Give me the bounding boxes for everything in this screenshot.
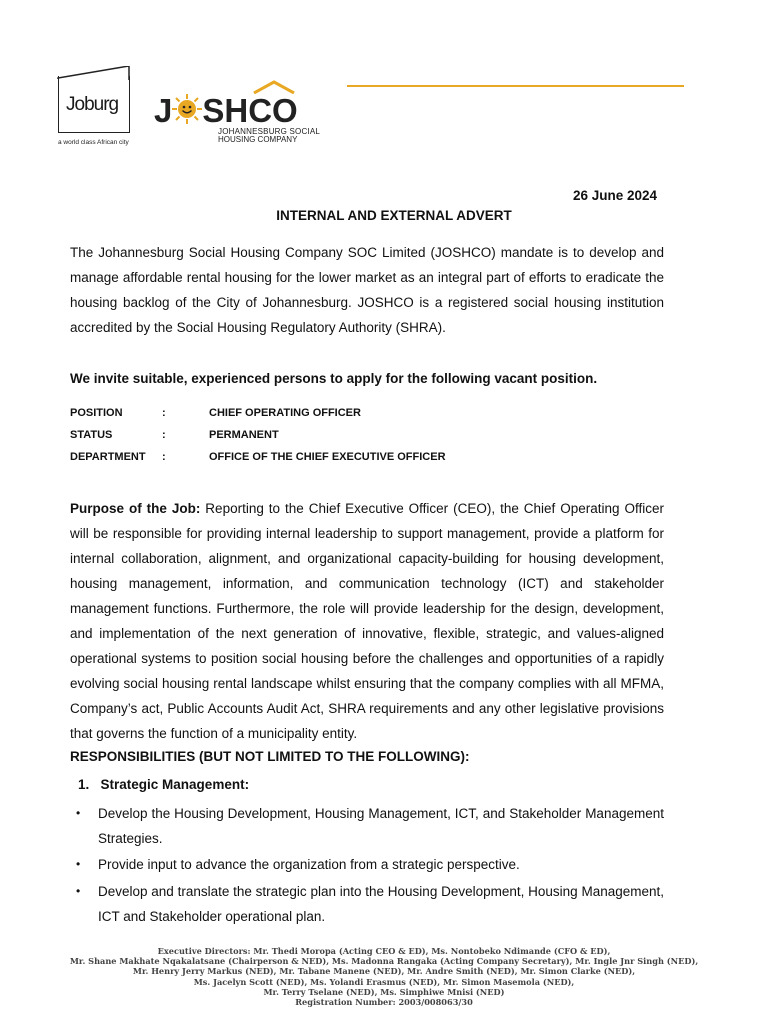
- info-label: DEPARTMENT: [70, 451, 146, 463]
- joburg-tagline: a world class African city: [58, 139, 129, 146]
- joshco-wordmark-rest: SHCO: [202, 92, 298, 129]
- footer-line: Mr. Henry Jerry Markus (NED), Mr. Tabane Manene (NED), Mr. Andre Smith (NED), Mr. Simon Clarke (NED),: [132, 966, 636, 977]
- info-value: OFFICE OF THE CHIEF EXECUTIVE OFFICER: [209, 451, 446, 463]
- purpose-text: Reporting to the Chief Executive Officer (CEO), the Chief Operating Officer will be responsible for providing internal leadership to support management, provide a platform for internal collaboration, alignment, and organizational capacity-building for housing development, housing management, information, and communication technology (ICT) and stakeholder management functions. Furthermore, the role will provide leadership for the design, development, and implementation of the next generation of innovative, flexible, strategic, and values-aligned operational systems to position social housing before the challenges and opportunities of a rapidly evolving social housing rental landscape whilst ensuring that the company complies with all MFMA, Company’s act, Public Accounts Audit Act, SHRA requirements and any other legislative provisions that governs the function of a municipality entity.: [70, 501, 664, 741]
- list-item: Provide input to advance the organization from a strategic perspective.: [98, 857, 520, 872]
- invite-statement: We invite suitable, experienced persons to apply for the following vacant position.: [70, 371, 598, 386]
- footer-line: Mr. Terry Tselane (NED), Ms. Simphiwe Mnisi (NED): [263, 986, 505, 997]
- info-label: STATUS: [70, 429, 113, 441]
- info-colon: :: [162, 407, 166, 419]
- info-value: PERMANENT: [209, 429, 279, 441]
- list-item: Develop the Housing Development, Housing Management, ICT, and Stakeholder Management Strategies.: [98, 806, 664, 846]
- registration-number: Registration Number: 2003/008063/30: [295, 997, 473, 1008]
- advert-date: 26 June 2024: [573, 188, 658, 203]
- bullet-icon: •: [76, 857, 81, 871]
- joshco-wordmark-j: J: [154, 92, 173, 129]
- section-number: 1.: [78, 777, 90, 792]
- section-title: Strategic Management:: [100, 777, 250, 792]
- list-item: Develop and translate the strategic plan into the Housing Development, Housing Management, ICT and Stakeholder operational plan.: [98, 884, 664, 924]
- sun-face-icon: [172, 94, 202, 124]
- bullet-icon: •: [76, 806, 81, 820]
- section-heading: [78, 777, 249, 792]
- footer-line: Executive Directors: Mr. Thedi Moropa (Acting CEO & ED), Ms. Nontobeko Ndimande (CFO & ED),: [157, 946, 611, 956]
- header-rule: [347, 85, 684, 87]
- info-value: CHIEF OPERATING OFFICER: [209, 407, 361, 419]
- bullet-icon: •: [76, 884, 81, 898]
- purpose-paragraph: [70, 496, 664, 746]
- joshco-logo: [154, 92, 298, 130]
- info-colon: :: [162, 451, 166, 463]
- footer-line: Mr. Shane Makhate Nqakalatsane (Chairperson & NED), Ms. Madonna Rangaka (Acting Company Secretary), Mr. Ingle Jnr Singh (NED),: [69, 956, 699, 967]
- purpose-label: Purpose of the Job:: [70, 501, 201, 516]
- footer-line: Ms. Jacelyn Scott (NED), Ms. Yolandi Erasmus (NED), Mr. Simon Masemola (NED),: [193, 976, 575, 987]
- joshco-subtitle-line1: JOHANNESBURG SOCIAL: [218, 127, 321, 136]
- intro-paragraph: The Johannesburg Social Housing Company SOC Limited (JOSHCO) mandate is to develop and manage affordable rental housing for the lower market as an integral part of efforts to eradicate the housing backlog of the City of Johannesburg. JOSHCO is a registered social housing institution accredited by the Social Housing Regulatory Authority (SHRA).: [70, 245, 664, 335]
- page-title: INTERNAL AND EXTERNAL ADVERT: [276, 208, 512, 223]
- responsibilities-heading: RESPONSIBILITIES (BUT NOT LIMITED TO THE FOLLOWING):: [70, 749, 470, 764]
- joburg-logo: [58, 76, 130, 136]
- joshco-subtitle-line2: HOUSING COMPANY: [218, 135, 298, 144]
- info-label: POSITION: [70, 407, 123, 419]
- roof-icon: [252, 80, 296, 94]
- joburg-wordmark: Joburg: [66, 94, 119, 115]
- footer-directors: [0, 946, 768, 1007]
- info-colon: :: [162, 429, 166, 441]
